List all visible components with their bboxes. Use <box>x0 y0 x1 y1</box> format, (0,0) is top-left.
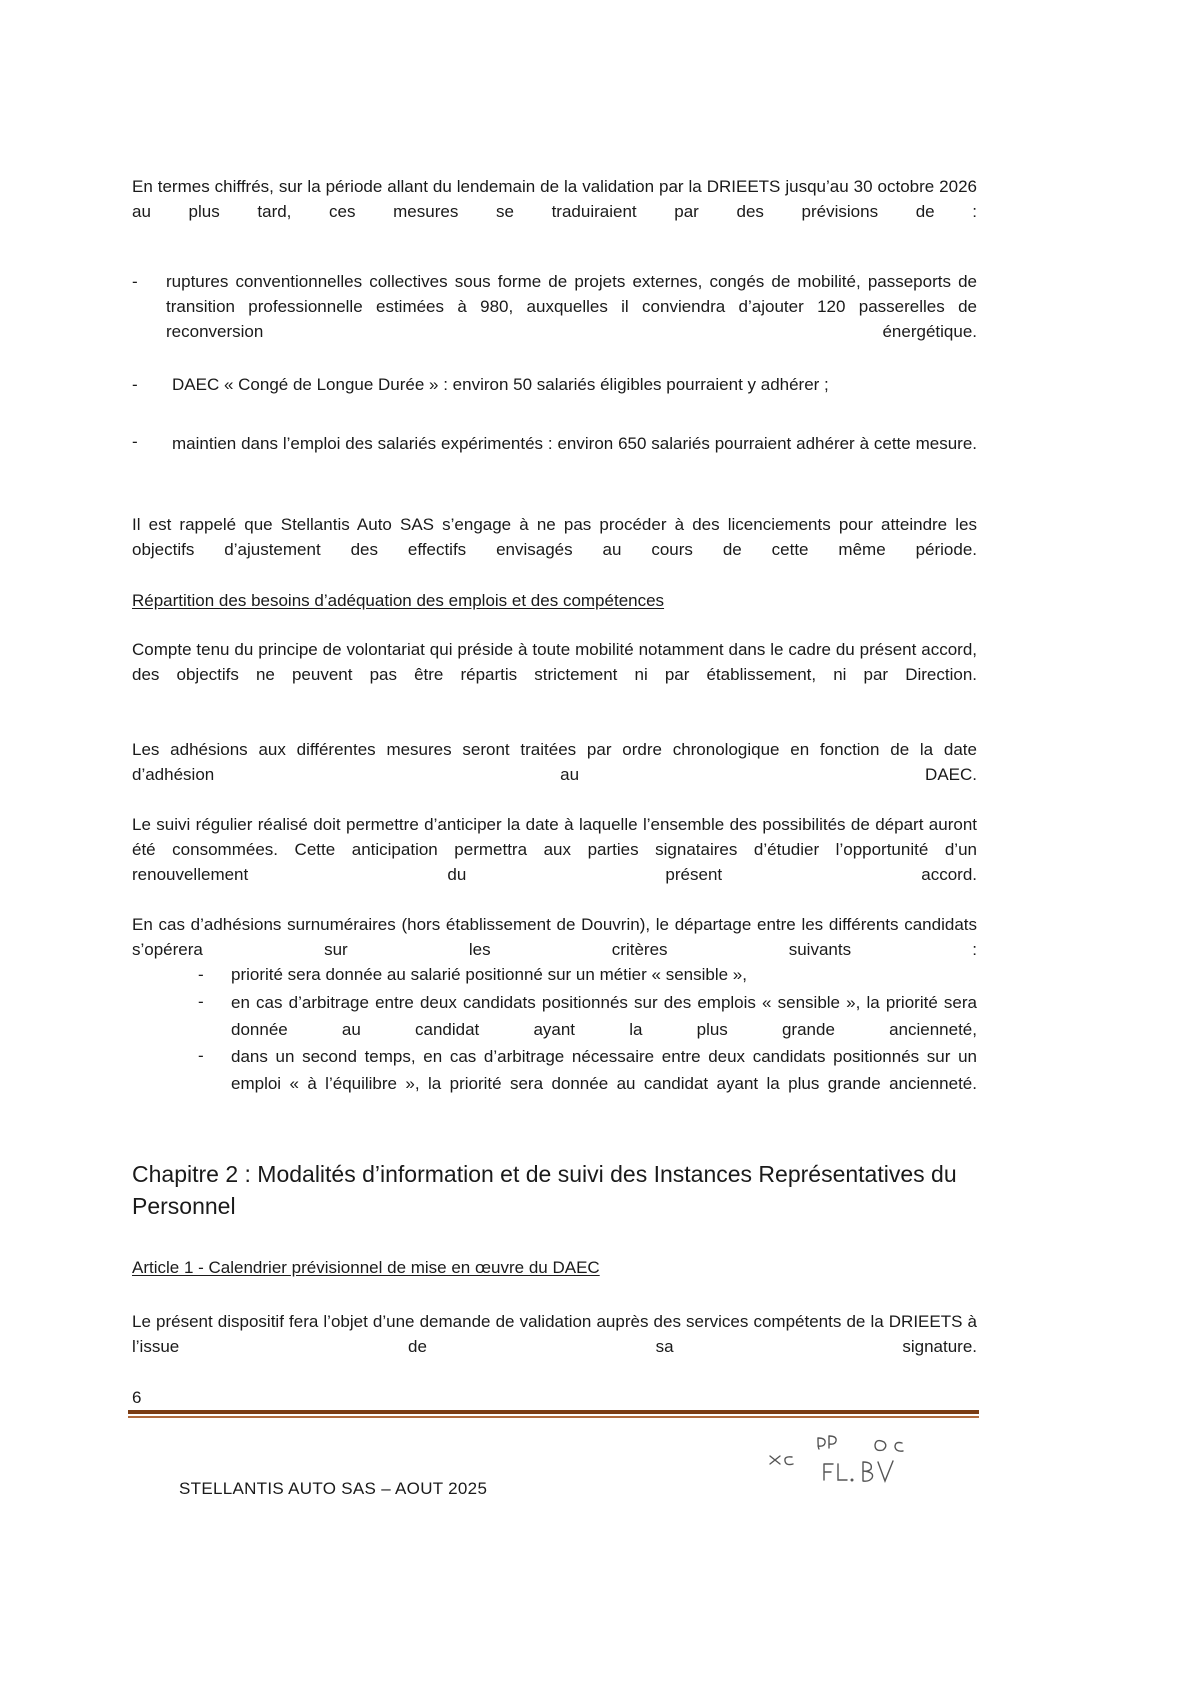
footer-rule <box>128 1410 979 1414</box>
list-dash: - <box>198 992 204 1011</box>
list-dash: - <box>198 1046 204 1065</box>
reminder-paragraph: Il est rappelé que Stellantis Auto SAS s’engage à ne pas procéder à des licenciements pour atteindre les objectifs d’ajustement des effectifs envisagés au cours de cette même période. <box>132 515 977 559</box>
criterion-item: priorité sera donnée au salarié positionné sur un métier « sensible », <box>231 965 747 984</box>
intro-paragraph: En termes chiffrés, sur la période allant du lendemain de la validation par la DRIEETS jusqu’au 30 octobre 2026 au plus tard, ces mesures se traduiraient par des prévisions de : <box>132 177 977 221</box>
volontariat-paragraph: Compte tenu du principe de volontariat qui préside à toute mobilité notamment dans le cadre du présent accord, des objectifs ne peuvent pas être répartis strictement ni par établissement, ni par Direction. <box>132 640 977 684</box>
footer-text: STELLANTIS AUTO SAS – AOUT 2025 <box>179 1479 488 1498</box>
footer-rule-thin <box>128 1416 979 1418</box>
list-dash: - <box>132 375 138 394</box>
forecast-item-daec: DAEC « Congé de Longue Durée » : environ 50 salariés éligibles pourraient y adhérer ; <box>172 375 829 394</box>
forecast-item-maintien: maintien dans l’emploi des salariés expérimentés : environ 650 salariés pourraient adhérer à cette mesure. <box>172 434 977 453</box>
section-heading: Répartition des besoins d’adéquation des emplois et des compétences <box>132 591 665 610</box>
article-heading: Article 1 - Calendrier prévisionnel de mise en œuvre du DAEC <box>132 1258 600 1277</box>
page-number: 6 <box>132 1388 142 1407</box>
suivi-paragraph: Le suivi régulier réalisé doit permettre d’anticiper la date à laquelle l’ensemble des possibilités de départ auront été consommées. Cette anticipation permettra aux parties signataires d’étudier l’opportunité d’un renouvellement du présent accord. <box>132 815 977 884</box>
criterion-item: dans un second temps, en cas d’arbitrage nécessaire entre deux candidats positionnés sur un emploi « à l’équilibre », la priorité sera donnée au candidat ayant la plus grande ancienneté. <box>231 1047 977 1093</box>
signature-initials <box>762 1428 932 1488</box>
list-dash: - <box>132 432 138 451</box>
adhesions-paragraph: Les adhésions aux différentes mesures seront traitées par ordre chronologique en fonction de la date d’adhésion au DAEC. <box>132 740 977 784</box>
chapter-title: Chapitre 2 : Modalités d’information et de suivi des Instances Représentatives du Personnel <box>132 1161 957 1219</box>
forecast-item-rcc: ruptures conventionnelles collectives sous forme de projets externes, congés de mobilité, passeports de transition professionnelle estimées à 980, auxquelles il conviendra d’ajouter 120 passerelles de reconversion énergétique. <box>166 272 977 341</box>
list-dash: - <box>132 272 138 291</box>
criterion-item: en cas d’arbitrage entre deux candidats positionnés sur des emplois « sensible », la priorité sera donnée au candidat ayant la plus grande ancienneté, <box>231 993 977 1039</box>
surnumeraires-paragraph: En cas d’adhésions surnuméraires (hors établissement de Douvrin), le départage entre les différents candidats s’opérera sur les critères suivants : <box>132 915 977 959</box>
list-dash: - <box>198 965 204 984</box>
article-paragraph: Le présent dispositif fera l’objet d’une demande de validation auprès des services compétents de la DRIEETS à l’issue de sa signature. <box>132 1312 977 1356</box>
